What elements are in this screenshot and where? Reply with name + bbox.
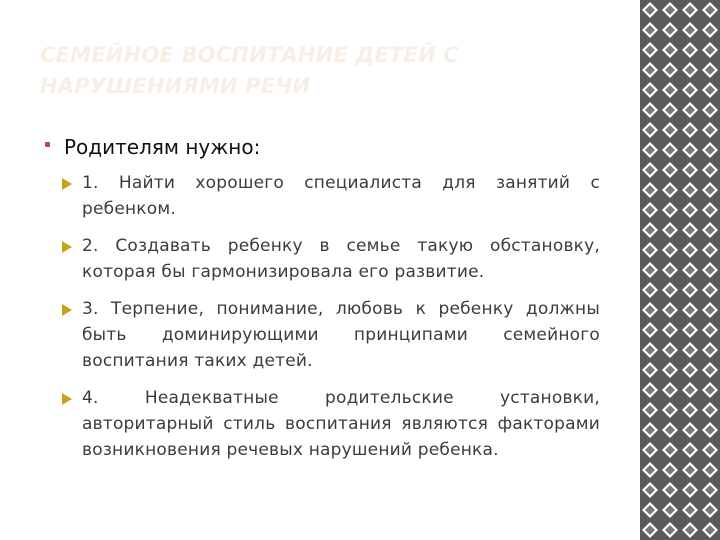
bullet-heading [45,133,600,161]
slide-title: СЕМЕЙНОЕ ВОСПИТАНИЕ ДЕТЕЙ С НАРУШЕНИЯМИ РЕЧИ [40,43,459,98]
list-item-text: 3. Терпение, понимание, любовь к ребенку должны быть доминирующими принципами семейного воспитания таких детей. [82,299,600,371]
list-item-text: 4. Неадекватные родительские установки, авторитарный стиль воспитания являются факторами возникновения речевых нарушений ребенка. [82,388,600,460]
list-item [45,233,600,285]
content-list [45,133,600,474]
arrow-bullet-icon [62,178,72,190]
square-bullet-icon [45,142,50,147]
arrow-bullet-icon [62,393,72,405]
arrow-bullet-icon [62,241,72,253]
list-item-text: 2. Создавать ребенку в семье такую обстановку, которая бы гармонизировала его развитие. [82,236,600,282]
list-item [45,385,600,463]
bullet-heading-text: Родителям нужно: [64,135,261,159]
list-item [45,170,600,222]
decorative-pattern-strip [640,0,720,540]
arrow-bullet-icon [62,304,72,316]
list-item-text: 1. Найти хорошего специалиста для занятий с ребенком. [82,173,600,219]
list-item [45,296,600,374]
